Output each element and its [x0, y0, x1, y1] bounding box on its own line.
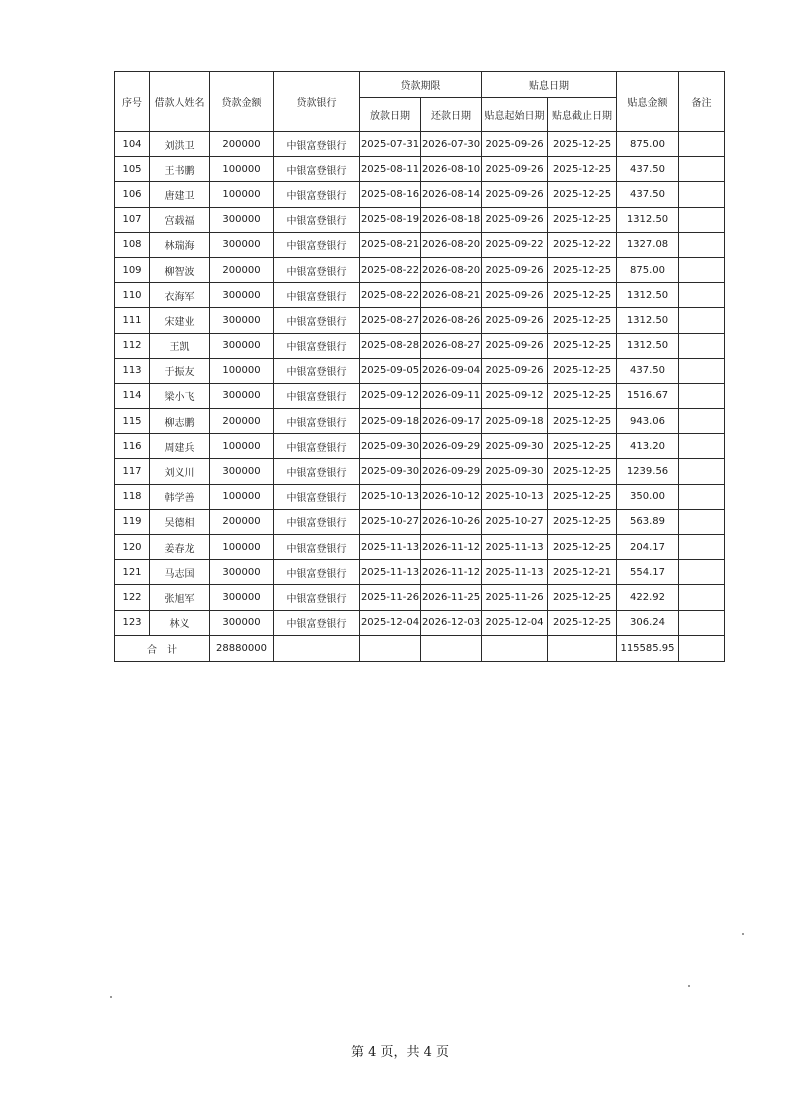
cell-loan-bank: 中银富登银行 — [274, 157, 360, 182]
cell-subsidy-amount: 563.89 — [617, 509, 679, 534]
cell-loan-amount: 200000 — [210, 257, 274, 282]
cell-seq: 104 — [115, 132, 150, 157]
cell-seq: 118 — [115, 484, 150, 509]
cell-borrower-name: 张旭军 — [150, 585, 210, 610]
cell-subsidy-end: 2025-12-25 — [548, 509, 617, 534]
table-row — [115, 358, 725, 383]
cell-subsidy-amount: 875.00 — [617, 132, 679, 157]
cell-seq: 122 — [115, 585, 150, 610]
cell-subsidy-end: 2025-12-25 — [548, 157, 617, 182]
cell-issue-date: 2025-10-27 — [360, 509, 421, 534]
cell-subsidy-start: 2025-09-26 — [482, 157, 548, 182]
cell-borrower-name: 宫载福 — [150, 207, 210, 232]
table-row — [115, 257, 725, 282]
cell-loan-bank: 中银富登银行 — [274, 535, 360, 560]
cell-repay-date: 2026-09-11 — [421, 383, 482, 408]
cell-remarks — [679, 157, 725, 182]
loan-subsidy-table — [114, 71, 725, 662]
cell-repay-date: 2026-11-12 — [421, 535, 482, 560]
table-row — [115, 207, 725, 232]
cell-seq: 106 — [115, 182, 150, 207]
cell-borrower-name: 宋建业 — [150, 308, 210, 333]
cell-subsidy-end: 2025-12-25 — [548, 207, 617, 232]
cell-repay-date: 2026-09-29 — [421, 434, 482, 459]
cell-repay-date: 2026-08-26 — [421, 308, 482, 333]
cell-subsidy-amount: 943.06 — [617, 409, 679, 434]
cell-subsidy-amount: 437.50 — [617, 358, 679, 383]
cell-issue-date: 2025-08-16 — [360, 182, 421, 207]
cell-remarks — [679, 207, 725, 232]
cell-remarks — [679, 333, 725, 358]
cell-loan-amount: 200000 — [210, 409, 274, 434]
cell-subsidy-end: 2025-12-25 — [548, 308, 617, 333]
cell-subsidy-start: 2025-11-13 — [482, 560, 548, 585]
cell-issue-date: 2025-08-22 — [360, 283, 421, 308]
cell-loan-amount: 100000 — [210, 157, 274, 182]
cell-loan-amount: 200000 — [210, 132, 274, 157]
header-seq: 序号 — [115, 72, 150, 132]
cell-repay-date: 2026-08-20 — [421, 232, 482, 257]
cell-loan-amount: 100000 — [210, 484, 274, 509]
table-row — [115, 182, 725, 207]
cell-subsidy-end: 2025-12-25 — [548, 610, 617, 635]
cell-loan-amount: 100000 — [210, 182, 274, 207]
cell-issue-date: 2025-08-28 — [360, 333, 421, 358]
cell-seq: 119 — [115, 509, 150, 534]
cell-loan-amount: 100000 — [210, 535, 274, 560]
table-row — [115, 535, 725, 560]
cell-issue-date: 2025-12-04 — [360, 610, 421, 635]
cell-subsidy-amount: 1239.56 — [617, 459, 679, 484]
cell-issue-date: 2025-11-26 — [360, 585, 421, 610]
cell-remarks — [679, 383, 725, 408]
cell-seq: 121 — [115, 560, 150, 585]
cell-loan-bank: 中银富登银行 — [274, 283, 360, 308]
cell-repay-date: 2026-08-10 — [421, 157, 482, 182]
cell-loan-bank: 中银富登银行 — [274, 333, 360, 358]
cell-subsidy-start: 2025-09-12 — [482, 383, 548, 408]
cell-borrower-name: 林瑞海 — [150, 232, 210, 257]
cell-issue-date: 2025-08-27 — [360, 308, 421, 333]
cell-borrower-name: 梁小飞 — [150, 383, 210, 408]
table-row — [115, 560, 725, 585]
table-row — [115, 585, 725, 610]
cell-subsidy-end: 2025-12-25 — [548, 484, 617, 509]
scan-speck — [688, 985, 690, 987]
cell-subsidy-end: 2025-12-25 — [548, 283, 617, 308]
header-remarks: 备注 — [679, 72, 725, 132]
cell-repay-date: 2026-10-26 — [421, 509, 482, 534]
scan-speck — [110, 996, 112, 998]
table-body — [115, 132, 725, 636]
cell-loan-amount: 300000 — [210, 283, 274, 308]
cell-repay-date: 2026-08-14 — [421, 182, 482, 207]
cell-borrower-name: 林义 — [150, 610, 210, 635]
cell-loan-amount: 200000 — [210, 509, 274, 534]
cell-borrower-name: 周建兵 — [150, 434, 210, 459]
cell-seq: 120 — [115, 535, 150, 560]
cell-remarks — [679, 409, 725, 434]
header-loan-period: 贷款期限 — [360, 72, 482, 98]
cell-borrower-name: 柳智波 — [150, 257, 210, 282]
cell-loan-bank: 中银富登银行 — [274, 434, 360, 459]
table-row — [115, 459, 725, 484]
cell-loan-amount: 100000 — [210, 358, 274, 383]
cell-loan-bank: 中银富登银行 — [274, 484, 360, 509]
cell-issue-date: 2025-09-12 — [360, 383, 421, 408]
cell-loan-bank: 中银富登银行 — [274, 232, 360, 257]
cell-subsidy-start: 2025-09-30 — [482, 459, 548, 484]
total-empty-cell — [274, 635, 360, 661]
table-row — [115, 132, 725, 157]
cell-subsidy-start: 2025-09-26 — [482, 283, 548, 308]
cell-subsidy-amount: 1327.08 — [617, 232, 679, 257]
total-empty-cell — [421, 635, 482, 661]
cell-remarks — [679, 484, 725, 509]
total-empty-cell — [548, 635, 617, 661]
table-row — [115, 383, 725, 408]
cell-subsidy-start: 2025-09-30 — [482, 434, 548, 459]
cell-subsidy-amount: 875.00 — [617, 257, 679, 282]
cell-borrower-name: 刘洪卫 — [150, 132, 210, 157]
cell-seq: 115 — [115, 409, 150, 434]
cell-seq: 117 — [115, 459, 150, 484]
cell-subsidy-end: 2025-12-25 — [548, 257, 617, 282]
cell-borrower-name: 吴德相 — [150, 509, 210, 534]
cell-loan-amount: 300000 — [210, 560, 274, 585]
cell-loan-bank: 中银富登银行 — [274, 207, 360, 232]
cell-remarks — [679, 358, 725, 383]
cell-subsidy-start: 2025-10-13 — [482, 484, 548, 509]
cell-remarks — [679, 182, 725, 207]
header-borrower-name: 借款人姓名 — [150, 72, 210, 132]
total-empty-cell — [360, 635, 421, 661]
cell-subsidy-start: 2025-11-26 — [482, 585, 548, 610]
cell-borrower-name: 王书鹏 — [150, 157, 210, 182]
cell-subsidy-end: 2025-12-25 — [548, 409, 617, 434]
cell-seq: 113 — [115, 358, 150, 383]
cell-subsidy-start: 2025-09-18 — [482, 409, 548, 434]
cell-remarks — [679, 257, 725, 282]
cell-seq: 110 — [115, 283, 150, 308]
cell-loan-bank: 中银富登银行 — [274, 257, 360, 282]
table-row — [115, 610, 725, 635]
scan-speck — [742, 933, 744, 935]
header-loan-bank: 贷款银行 — [274, 72, 360, 132]
cell-seq: 109 — [115, 257, 150, 282]
cell-subsidy-start: 2025-09-26 — [482, 257, 548, 282]
cell-loan-amount: 300000 — [210, 308, 274, 333]
cell-subsidy-start: 2025-09-26 — [482, 333, 548, 358]
cell-seq: 107 — [115, 207, 150, 232]
cell-remarks — [679, 132, 725, 157]
cell-loan-bank: 中银富登银行 — [274, 132, 360, 157]
header-repay-date: 还款日期 — [421, 98, 482, 132]
table-row — [115, 434, 725, 459]
cell-loan-bank: 中银富登银行 — [274, 358, 360, 383]
cell-borrower-name: 柳志鹏 — [150, 409, 210, 434]
cell-issue-date: 2025-09-05 — [360, 358, 421, 383]
cell-borrower-name: 王凯 — [150, 333, 210, 358]
cell-seq: 123 — [115, 610, 150, 635]
cell-seq: 112 — [115, 333, 150, 358]
header-subsidy-amount: 贴息金额 — [617, 72, 679, 132]
cell-subsidy-amount: 350.00 — [617, 484, 679, 509]
cell-loan-bank: 中银富登银行 — [274, 459, 360, 484]
cell-subsidy-amount: 204.17 — [617, 535, 679, 560]
cell-issue-date: 2025-08-19 — [360, 207, 421, 232]
cell-subsidy-end: 2025-12-25 — [548, 535, 617, 560]
total-row — [115, 635, 725, 661]
header-subsidy-end: 贴息截止日期 — [548, 98, 617, 132]
cell-issue-date: 2025-09-18 — [360, 409, 421, 434]
cell-loan-bank: 中银富登银行 — [274, 409, 360, 434]
cell-repay-date: 2026-11-12 — [421, 560, 482, 585]
cell-subsidy-amount: 306.24 — [617, 610, 679, 635]
cell-subsidy-amount: 1312.50 — [617, 308, 679, 333]
cell-repay-date: 2026-08-20 — [421, 257, 482, 282]
total-amount: 28880000 — [210, 635, 274, 661]
cell-borrower-name: 马志国 — [150, 560, 210, 585]
cell-subsidy-end: 2025-12-25 — [548, 358, 617, 383]
cell-issue-date: 2025-11-13 — [360, 535, 421, 560]
cell-issue-date: 2025-09-30 — [360, 434, 421, 459]
cell-loan-amount: 300000 — [210, 383, 274, 408]
cell-loan-bank: 中银富登银行 — [274, 509, 360, 534]
cell-loan-amount: 100000 — [210, 434, 274, 459]
cell-repay-date: 2026-08-18 — [421, 207, 482, 232]
cell-remarks — [679, 308, 725, 333]
table-row — [115, 157, 725, 182]
header-loan-amount: 贷款金额 — [210, 72, 274, 132]
total-subsidy-amount: 115585.95 — [617, 635, 679, 661]
cell-subsidy-end: 2025-12-25 — [548, 333, 617, 358]
cell-seq: 114 — [115, 383, 150, 408]
table-row — [115, 232, 725, 257]
cell-borrower-name: 衣海军 — [150, 283, 210, 308]
cell-remarks — [679, 509, 725, 534]
cell-seq: 116 — [115, 434, 150, 459]
cell-issue-date: 2025-08-22 — [360, 257, 421, 282]
cell-issue-date: 2025-08-21 — [360, 232, 421, 257]
cell-repay-date: 2026-09-17 — [421, 409, 482, 434]
cell-loan-bank: 中银富登银行 — [274, 560, 360, 585]
total-empty-cell — [482, 635, 548, 661]
cell-borrower-name: 于振友 — [150, 358, 210, 383]
table-row — [115, 283, 725, 308]
table-row — [115, 484, 725, 509]
total-remarks-cell — [679, 635, 725, 661]
cell-issue-date: 2025-11-13 — [360, 560, 421, 585]
cell-seq: 111 — [115, 308, 150, 333]
table-row — [115, 509, 725, 534]
cell-remarks — [679, 610, 725, 635]
cell-subsidy-end: 2025-12-25 — [548, 132, 617, 157]
header-issue-date: 放款日期 — [360, 98, 421, 132]
cell-issue-date: 2025-10-13 — [360, 484, 421, 509]
page-number: 第 4 页，共 4 页 — [350, 1045, 450, 1060]
table-row — [115, 308, 725, 333]
cell-seq: 108 — [115, 232, 150, 257]
cell-loan-amount: 300000 — [210, 610, 274, 635]
cell-remarks — [679, 283, 725, 308]
cell-issue-date: 2025-08-11 — [360, 157, 421, 182]
header-subsidy-start: 贴息起始日期 — [482, 98, 548, 132]
cell-remarks — [679, 459, 725, 484]
cell-subsidy-end: 2025-12-22 — [548, 232, 617, 257]
cell-subsidy-amount: 554.17 — [617, 560, 679, 585]
cell-loan-amount: 300000 — [210, 207, 274, 232]
cell-subsidy-amount: 1312.50 — [617, 283, 679, 308]
cell-remarks — [679, 535, 725, 560]
cell-loan-bank: 中银富登银行 — [274, 383, 360, 408]
cell-issue-date: 2025-09-30 — [360, 459, 421, 484]
cell-borrower-name: 韩学善 — [150, 484, 210, 509]
cell-subsidy-start: 2025-09-26 — [482, 132, 548, 157]
cell-subsidy-start: 2025-10-27 — [482, 509, 548, 534]
cell-subsidy-amount: 1312.50 — [617, 333, 679, 358]
header-subsidy-period: 贴息日期 — [482, 72, 617, 98]
cell-remarks — [679, 232, 725, 257]
cell-subsidy-start: 2025-09-22 — [482, 232, 548, 257]
cell-loan-amount: 300000 — [210, 232, 274, 257]
cell-loan-bank: 中银富登银行 — [274, 585, 360, 610]
cell-borrower-name: 刘义川 — [150, 459, 210, 484]
cell-subsidy-start: 2025-12-04 — [482, 610, 548, 635]
cell-repay-date: 2026-08-21 — [421, 283, 482, 308]
cell-loan-amount: 300000 — [210, 333, 274, 358]
cell-subsidy-end: 2025-12-25 — [548, 434, 617, 459]
cell-borrower-name: 姜春龙 — [150, 535, 210, 560]
cell-repay-date: 2026-07-30 — [421, 132, 482, 157]
cell-subsidy-amount: 1312.50 — [617, 207, 679, 232]
cell-seq: 105 — [115, 157, 150, 182]
cell-repay-date: 2026-10-12 — [421, 484, 482, 509]
cell-subsidy-start: 2025-09-26 — [482, 358, 548, 383]
cell-subsidy-end: 2025-12-25 — [548, 585, 617, 610]
table-row — [115, 409, 725, 434]
cell-loan-bank: 中银富登银行 — [274, 308, 360, 333]
cell-subsidy-start: 2025-09-26 — [482, 207, 548, 232]
cell-subsidy-end: 2025-12-25 — [548, 459, 617, 484]
cell-borrower-name: 唐建卫 — [150, 182, 210, 207]
cell-issue-date: 2025-07-31 — [360, 132, 421, 157]
cell-loan-bank: 中银富登银行 — [274, 182, 360, 207]
cell-repay-date: 2026-12-03 — [421, 610, 482, 635]
cell-subsidy-end: 2025-12-25 — [548, 182, 617, 207]
cell-repay-date: 2026-09-29 — [421, 459, 482, 484]
cell-subsidy-amount: 1516.67 — [617, 383, 679, 408]
cell-loan-amount: 300000 — [210, 585, 274, 610]
table-row — [115, 333, 725, 358]
cell-remarks — [679, 434, 725, 459]
cell-subsidy-start: 2025-09-26 — [482, 308, 548, 333]
cell-remarks — [679, 585, 725, 610]
cell-subsidy-start: 2025-11-13 — [482, 535, 548, 560]
cell-loan-bank: 中银富登银行 — [274, 610, 360, 635]
cell-subsidy-end: 2025-12-21 — [548, 560, 617, 585]
cell-repay-date: 2026-09-04 — [421, 358, 482, 383]
cell-repay-date: 2026-08-27 — [421, 333, 482, 358]
cell-remarks — [679, 560, 725, 585]
cell-subsidy-amount: 413.20 — [617, 434, 679, 459]
cell-subsidy-amount: 437.50 — [617, 182, 679, 207]
cell-loan-amount: 300000 — [210, 459, 274, 484]
cell-subsidy-amount: 422.92 — [617, 585, 679, 610]
cell-subsidy-end: 2025-12-25 — [548, 383, 617, 408]
cell-subsidy-start: 2025-09-26 — [482, 182, 548, 207]
cell-repay-date: 2026-11-25 — [421, 585, 482, 610]
cell-subsidy-amount: 437.50 — [617, 157, 679, 182]
total-label: 合 计 — [115, 635, 210, 661]
